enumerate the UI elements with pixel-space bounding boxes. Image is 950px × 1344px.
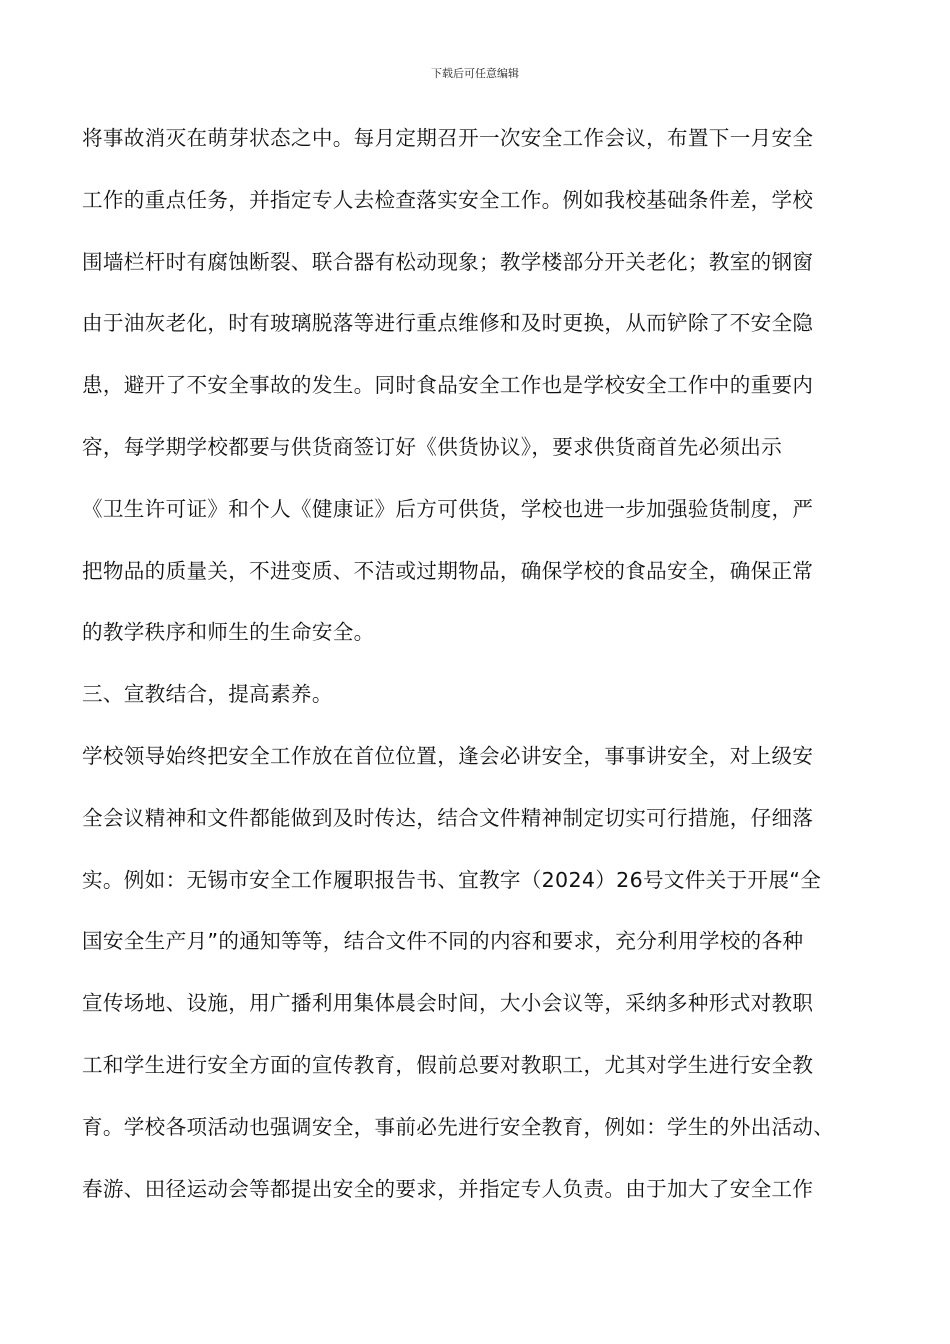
text-line: 实。例如：无锡市安全工作履职报告书、宜教字（2024）26号文件关于开展“全 bbox=[82, 867, 822, 892]
text-line: 工作的重点任务，并指定专人去检查落实安全工作。例如我校基础条件差，学校 bbox=[82, 187, 814, 212]
text-line: 把物品的质量关，不进变质、不洁或过期物品，确保学校的食品安全，确保正常 bbox=[82, 558, 814, 583]
body-text bbox=[82, 118, 872, 1230]
text-line: 的教学秩序和师生的生命安全。 bbox=[82, 620, 375, 645]
header-note: 下载后可任意编辑 bbox=[431, 67, 519, 80]
section-heading: 三、宣教结合，提高素养。 bbox=[82, 682, 333, 707]
text-line: 全会议精神和文件都能做到及时传达，结合文件精神制定切实可行措施，仔细落 bbox=[82, 805, 814, 830]
text-line: 由于油灰老化，时有玻璃脱落等进行重点维修和及时更换，从而铲除了不安全隐 bbox=[82, 311, 814, 336]
text-line: 围墙栏杆时有腐蚀断裂、联合器有松动现象；教学楼部分开关老化；教室的钢窗 bbox=[82, 249, 814, 274]
text-line: 国安全生产月”的通知等等，结合文件不同的内容和要求，充分利用学校的各种 bbox=[82, 929, 804, 954]
text-line: 容，每学期学校都要与供货商签订好《供货协议》，要求供货商首先必须出示 bbox=[82, 434, 783, 459]
text-line: 学校领导始终把安全工作放在首位位置，逢会必讲安全，事事讲安全，对上级安 bbox=[82, 743, 814, 768]
text-line: 育。学校各项活动也强调安全，事前必先进行安全教育，例如：学生的外出活动、 bbox=[82, 1114, 835, 1139]
text-line: 将事故消灭在萌芽状态之中。每月定期召开一次安全工作会议，布置下一月安全 bbox=[82, 126, 814, 150]
text-line: 患，避开了不安全事故的发生。同时食品安全工作也是学校安全工作中的重要内 bbox=[82, 373, 814, 398]
text-line: 春游、田径运动会等都提出安全的要求，并指定专人负责。由于加大了安全工作 bbox=[82, 1176, 814, 1201]
text-line: 宣传场地、设施，用广播利用集体晨会时间，大小会议等，采纳多种形式对教职 bbox=[82, 991, 814, 1016]
text-line: 工和学生进行安全方面的宣传教育，假前总要对教职工，尤其对学生进行安全教 bbox=[82, 1052, 814, 1077]
text-line: 《卫生许可证》和个人《健康证》后方可供货，学校也进一步加强验货制度，严 bbox=[82, 496, 814, 521]
